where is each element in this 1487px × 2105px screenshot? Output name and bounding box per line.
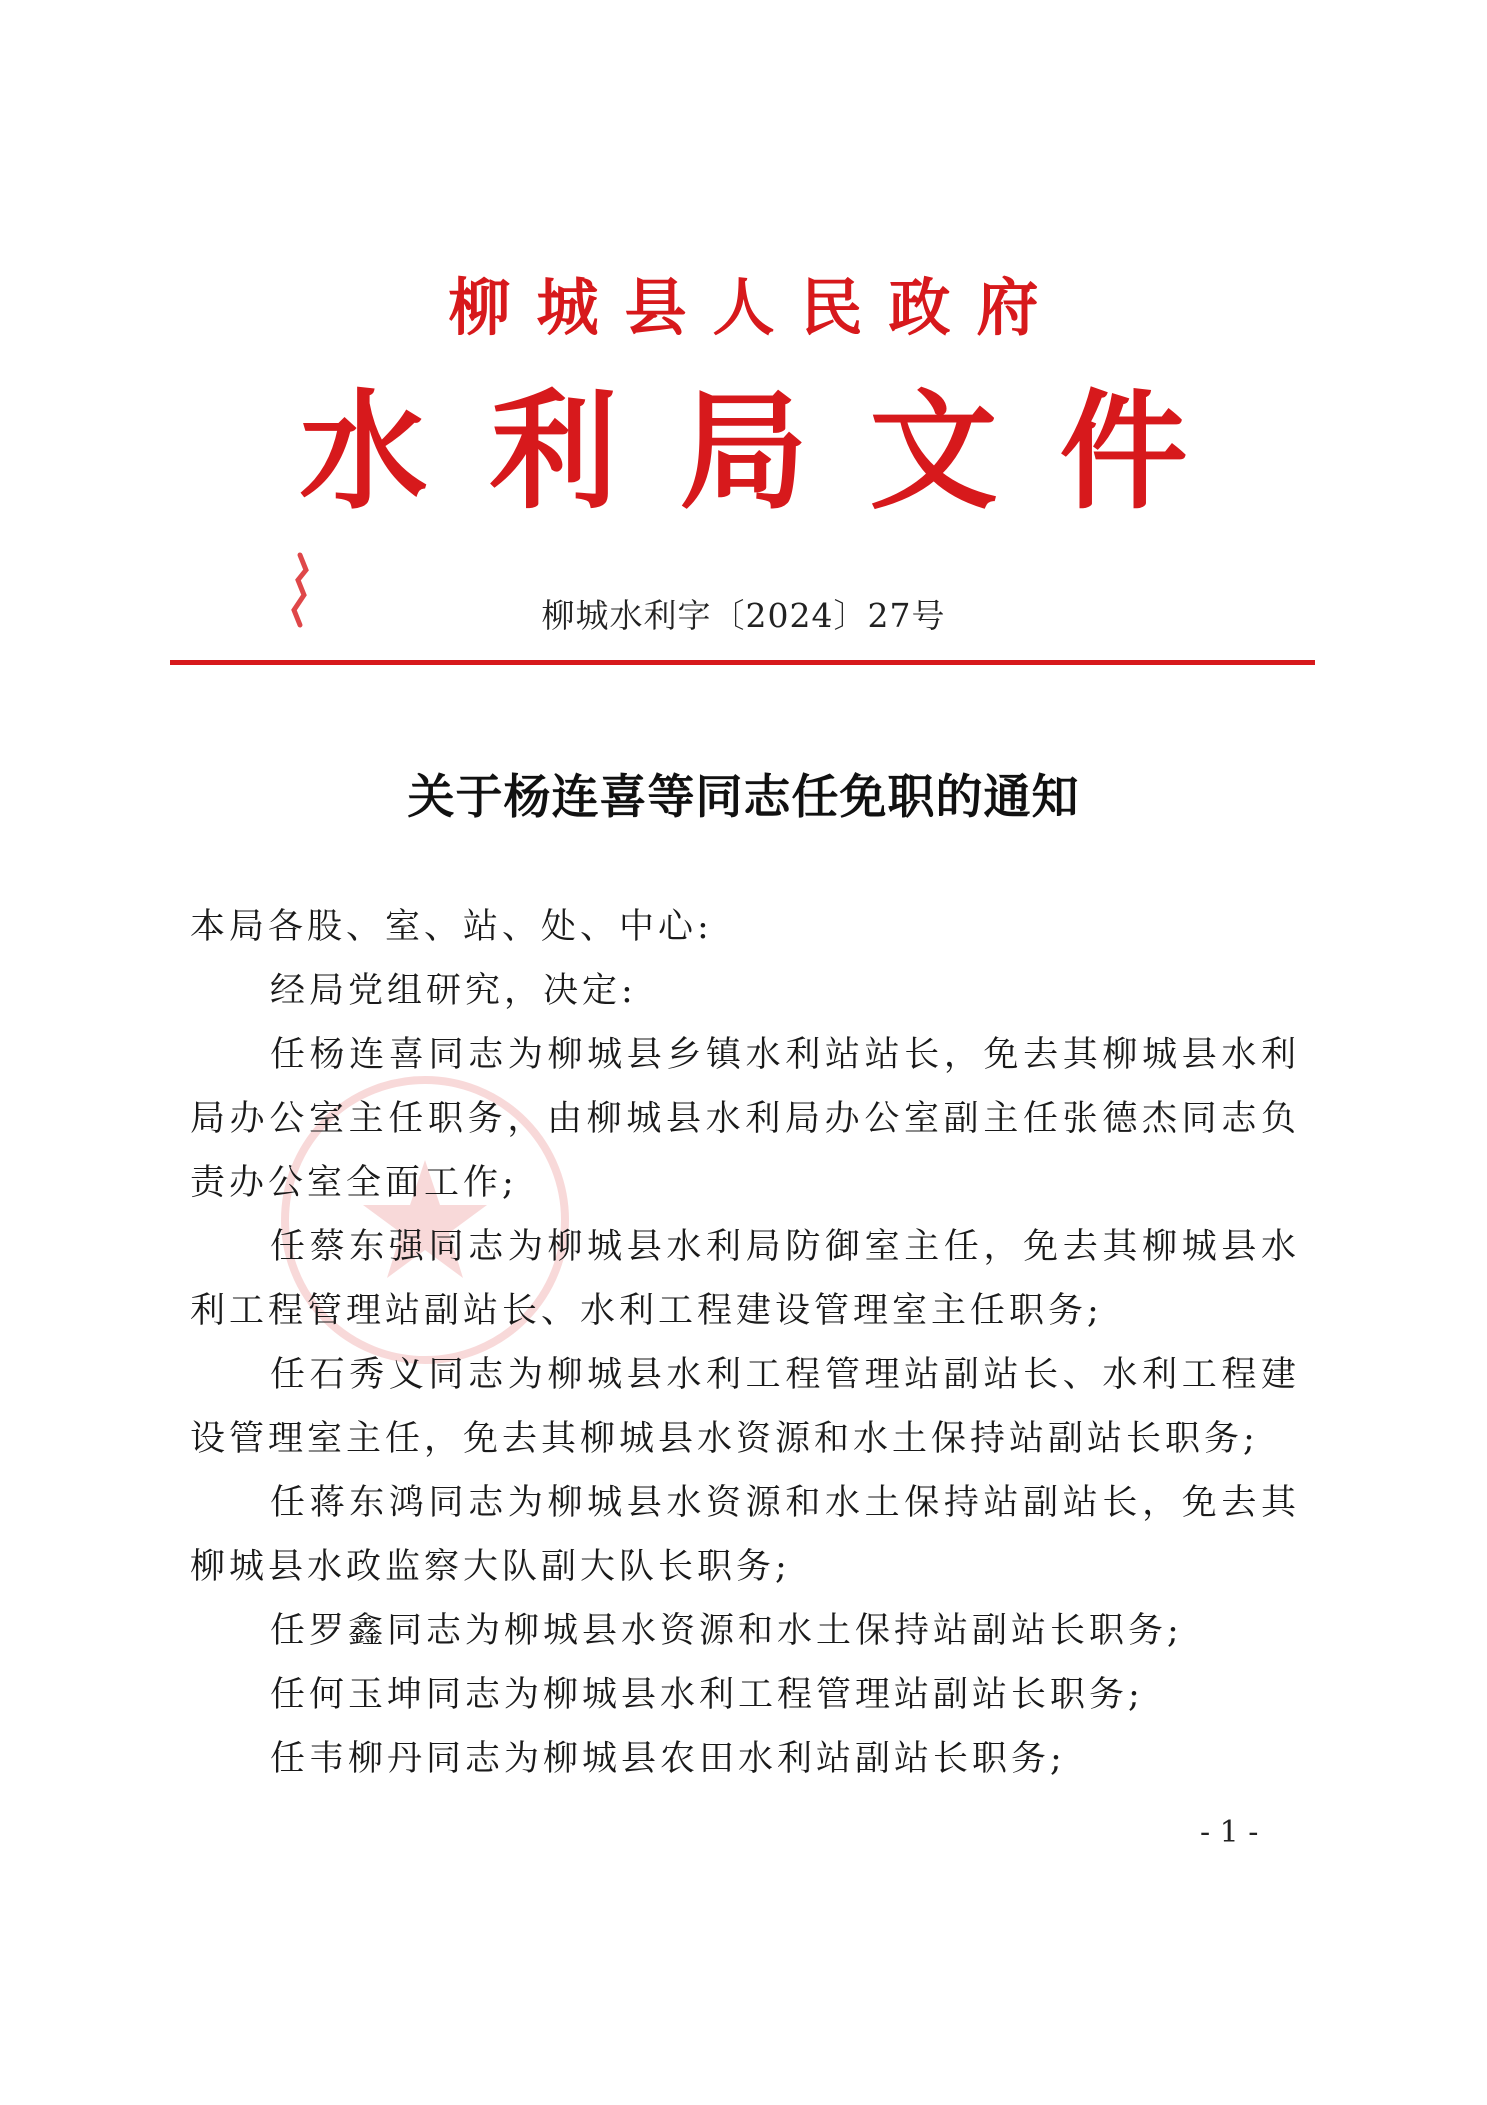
document-number: 柳城水利字〔2024〕27号 [541, 596, 946, 635]
body-paragraph: 任何玉坤同志为柳城县水利工程管理站副站长职务; [270, 1675, 1144, 1715]
body-paragraph: 经局党组研究，决定: [270, 971, 637, 1011]
notice-body [190, 895, 1300, 1791]
body-paragraph: 任蒋东鸿同志为柳城县水资源和水土保持站副站长，免去其柳城县水政监察大队副大队长职务; [190, 1483, 1300, 1587]
body-paragraph: 任蔡东强同志为柳城县水利局防御室主任，免去其柳城县水利工程管理站副站长、水利工程建设管理室主任职务; [190, 1227, 1300, 1331]
issuing-organization: 柳城县人民政府 [448, 271, 1065, 344]
body-paragraph: 任韦柳丹同志为柳城县农田水利站副站长职务; [270, 1739, 1066, 1779]
salutation: 本局各股、室、站、处、中心: [190, 907, 713, 947]
red-separator-rule [170, 660, 1315, 665]
document-type-heading: 水利局文件 [299, 377, 1250, 527]
notice-title: 关于杨连喜等同志任免职的通知 [407, 770, 1080, 825]
body-paragraph: 任石秀义同志为柳城县水利工程管理站副站长、水利工程建设管理室主任，免去其柳城县水资源和水土保持站副站长职务; [190, 1355, 1300, 1459]
body-paragraph: 任罗鑫同志为柳城县水资源和水土保持站副站长职务; [270, 1611, 1183, 1651]
body-paragraph: 任杨连喜同志为柳城县乡镇水利站站长，免去其柳城县水利局办公室主任职务，由柳城县水利局办公室副主任张德杰同志负责办公室全面工作; [190, 1035, 1300, 1203]
page-number: - 1 - [1200, 1815, 1259, 1850]
